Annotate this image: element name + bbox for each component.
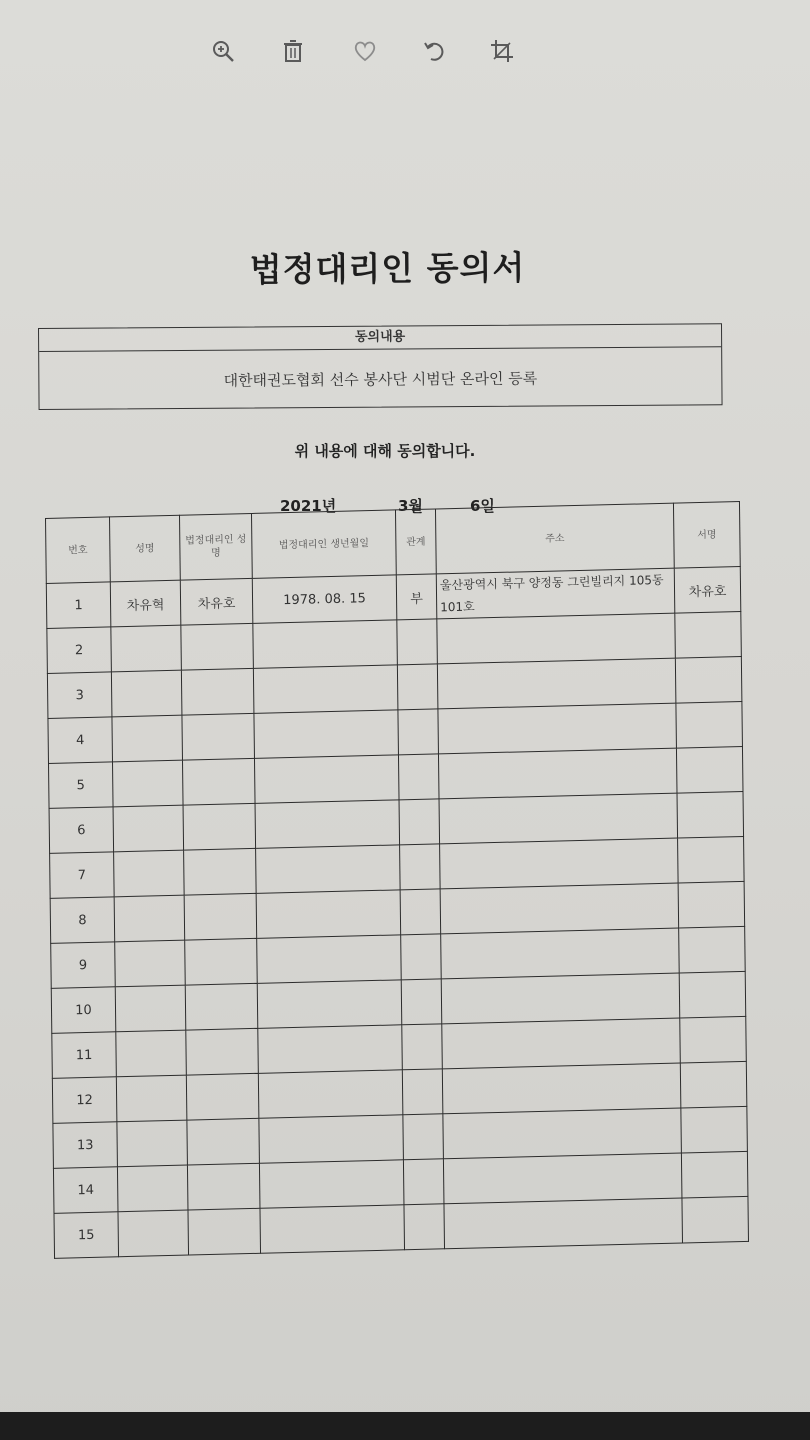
row-address — [443, 1153, 682, 1204]
row-guardian-birth — [259, 1160, 404, 1209]
date-year: 2021년 — [280, 497, 337, 515]
row-guardian-name — [184, 848, 257, 895]
row-relation — [397, 619, 438, 665]
row-name — [112, 715, 183, 762]
rotate-icon[interactable] — [415, 28, 455, 74]
row-signature — [680, 1016, 747, 1063]
row-number: 8 — [50, 897, 115, 944]
row-guardian-birth — [257, 935, 402, 984]
row-relation — [403, 1114, 444, 1160]
row-guardian-name — [181, 623, 254, 670]
consent-content-box — [38, 323, 723, 410]
row-name — [115, 940, 186, 987]
row-name: 차유혁 — [110, 580, 181, 627]
row-guardian-birth — [260, 1205, 405, 1254]
row-address — [440, 883, 679, 934]
document-title: 법정대리인 동의서 — [249, 247, 526, 290]
row-guardian-name — [184, 893, 257, 940]
row-address — [442, 1018, 681, 1069]
row-number: 9 — [51, 942, 116, 989]
row-relation — [402, 1069, 443, 1115]
row-number: 13 — [53, 1122, 118, 1169]
row-address — [440, 838, 679, 889]
row-name — [112, 760, 183, 807]
row-name — [118, 1210, 189, 1257]
row-signature — [681, 1151, 748, 1198]
row-signature — [678, 881, 745, 928]
row-address — [438, 703, 677, 754]
header-guardian-birth: 법정대리인 생년월일 — [251, 510, 396, 579]
trash-icon[interactable] — [273, 28, 313, 74]
row-name — [116, 1030, 187, 1077]
header-address: 주소 — [435, 503, 674, 574]
row-relation — [398, 754, 439, 800]
row-guardian-birth: 1978. 08. 15 — [252, 575, 397, 624]
consent-header: 동의내용 — [39, 324, 721, 352]
row-relation — [397, 664, 438, 710]
row-signature — [675, 656, 742, 703]
viewer-toolbar — [0, 28, 810, 78]
row-address — [441, 973, 680, 1024]
row-relation — [399, 799, 440, 845]
row-address — [444, 1198, 683, 1249]
row-guardian-name — [185, 938, 258, 985]
heart-icon[interactable] — [345, 28, 385, 74]
row-relation — [398, 709, 439, 755]
header-number: 번호 — [46, 517, 111, 584]
row-address — [441, 928, 680, 979]
row-guardian-birth — [257, 980, 402, 1029]
row-relation — [400, 844, 441, 890]
row-signature — [682, 1196, 749, 1243]
row-address — [439, 793, 678, 844]
row-number: 10 — [51, 987, 116, 1034]
row-guardian-birth — [253, 665, 398, 714]
row-number: 11 — [52, 1032, 117, 1079]
row-guardian-name — [187, 1118, 260, 1165]
header-guardian-name: 법정대리인 성명 — [179, 513, 252, 580]
row-signature: 차유호 — [674, 567, 741, 614]
row-guardian-name — [186, 1073, 259, 1120]
row-guardian-birth — [258, 1070, 403, 1119]
row-number: 4 — [48, 717, 113, 764]
row-guardian-birth — [258, 1025, 403, 1074]
consent-body: 대한태권도협회 선수 봉사단 시범단 온라인 등록 — [223, 369, 538, 390]
row-guardian-birth — [256, 890, 401, 939]
row-address — [437, 613, 676, 664]
row-signature — [677, 791, 744, 838]
date-day: 6일 — [470, 497, 495, 515]
row-signature — [679, 971, 746, 1018]
row-guardian-name — [188, 1208, 261, 1255]
row-name — [117, 1120, 188, 1167]
row-number: 14 — [53, 1167, 118, 1214]
row-guardian-name — [183, 803, 256, 850]
row-relation — [400, 889, 441, 935]
row-number: 12 — [52, 1077, 117, 1124]
date-month: 3월 — [398, 497, 423, 515]
row-relation — [402, 1024, 443, 1070]
row-signature — [678, 836, 745, 883]
row-guardian-birth — [253, 620, 398, 669]
row-name — [114, 850, 185, 897]
row-address — [443, 1108, 682, 1159]
row-number: 2 — [47, 627, 112, 674]
guardian-table — [45, 501, 749, 1259]
row-signature — [679, 926, 746, 973]
row-signature — [676, 746, 743, 793]
header-name: 성명 — [110, 515, 181, 582]
row-address: 울산광역시 북구 양정동 그린빌리지 105동101호 — [436, 568, 675, 619]
row-signature — [681, 1106, 748, 1153]
crop-icon[interactable] — [482, 28, 522, 74]
row-address — [437, 658, 676, 709]
guardian-table-wrap — [45, 501, 748, 1259]
row-number: 1 — [46, 582, 111, 629]
row-number: 15 — [54, 1212, 119, 1259]
row-signature — [675, 612, 742, 659]
row-guardian-birth — [255, 800, 400, 849]
row-signature — [676, 701, 743, 748]
row-address — [438, 748, 677, 799]
row-address — [442, 1063, 681, 1114]
agreement-statement: 위 내용에 대해 동의합니다. — [294, 442, 476, 460]
row-name — [111, 625, 182, 672]
row-relation — [404, 1204, 445, 1250]
row-guardian-birth — [254, 710, 399, 759]
row-relation — [401, 979, 442, 1025]
zoom-in-icon[interactable] — [203, 28, 243, 74]
row-signature — [680, 1061, 747, 1108]
row-guardian-birth — [256, 845, 401, 894]
row-number: 3 — [47, 672, 112, 719]
row-guardian-name: 차유호 — [180, 578, 253, 625]
row-guardian-name — [186, 1028, 259, 1075]
row-guardian-birth — [259, 1115, 404, 1164]
row-number: 5 — [48, 762, 113, 809]
row-guardian-birth — [254, 755, 399, 804]
header-signature: 서명 — [673, 502, 740, 569]
header-relation: 관계 — [395, 509, 436, 575]
row-name — [117, 1165, 188, 1212]
monitor-bezel — [0, 1412, 810, 1440]
row-relation — [401, 934, 442, 980]
row-guardian-name — [182, 713, 255, 760]
row-name — [113, 805, 184, 852]
row-name — [111, 670, 182, 717]
row-name — [116, 1075, 187, 1122]
row-guardian-name — [181, 668, 254, 715]
row-name — [114, 895, 185, 942]
row-name — [115, 985, 186, 1032]
row-guardian-name — [182, 758, 255, 805]
row-guardian-name — [187, 1163, 260, 1210]
row-relation — [403, 1159, 444, 1205]
row-number: 6 — [49, 807, 114, 854]
row-guardian-name — [185, 983, 258, 1030]
row-number: 7 — [50, 852, 115, 899]
row-relation: 부 — [396, 574, 437, 620]
